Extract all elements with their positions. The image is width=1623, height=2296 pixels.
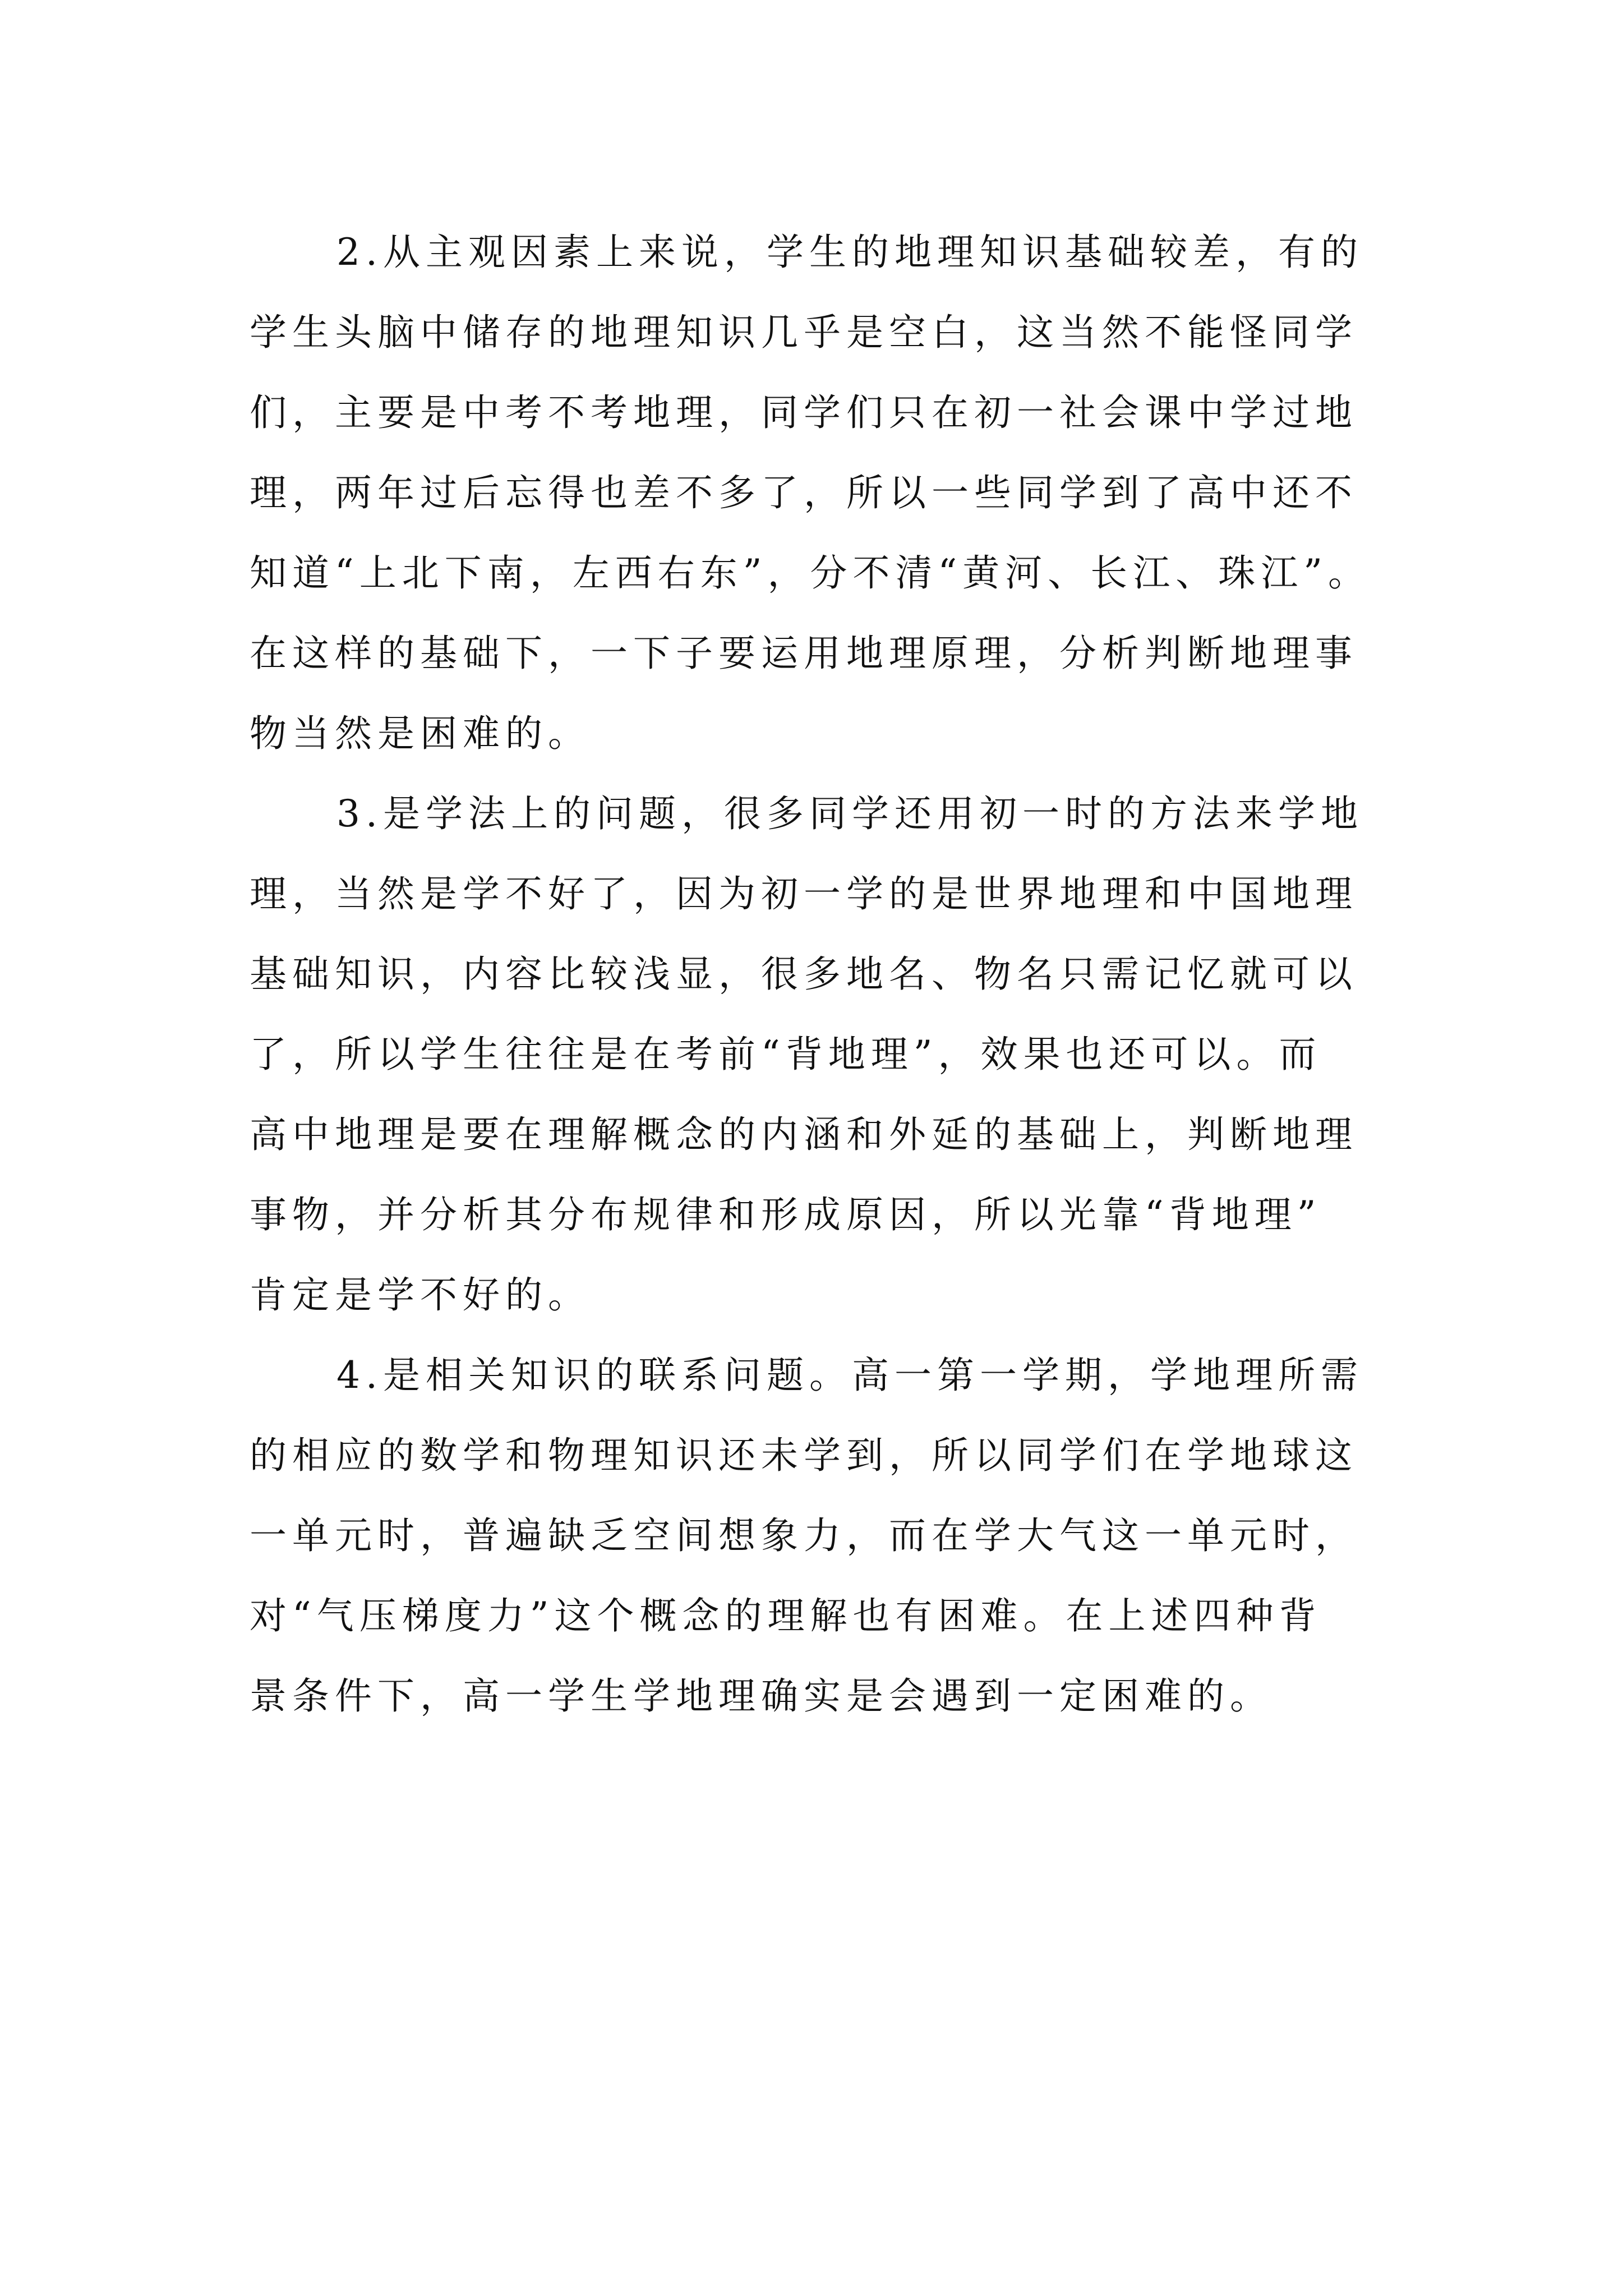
text-line: 在这样的基础下，一下子要运用地理原理，分析判断地理事 xyxy=(250,632,1358,675)
paragraph-4 xyxy=(250,1335,1394,1736)
text-line: 景条件下，高一学生学地理确实是会遇到一定困难的。 xyxy=(250,1674,1272,1718)
text-line: 对“气压梯度力”这个概念的理解也有困难。在上述四种背 xyxy=(250,1594,1322,1637)
text-line: 的相应的数学和物理知识还未学到，所以同学们在学地球这 xyxy=(250,1434,1358,1477)
text-line: 4.是相关知识的联系问题。高一第一学期，学地理所需 xyxy=(336,1354,1363,1397)
paragraph-2 xyxy=(250,212,1394,774)
text-line: 理，两年过后忘得也差不多了，所以一些同学到了高中还不 xyxy=(250,471,1358,514)
text-line: 肯定是学不好的。 xyxy=(250,1273,591,1317)
text-line: 高中地理是要在理解概念的内涵和外延的基础上，判断地理 xyxy=(250,1113,1358,1156)
text-line: 知道“上北下南，左西右东”，分不清“黄河、长江、珠江”。 xyxy=(250,551,1371,595)
text-line: 理，当然是学不好了，因为初一学的是世界地理和中国地理 xyxy=(250,872,1358,915)
document-body xyxy=(250,212,1394,1736)
text-line: 3.是学法上的问题，很多同学还用初一时的方法来学地 xyxy=(336,792,1363,835)
text-line: 2.从主观因素上来说，学生的地理知识基础较差，有的 xyxy=(336,231,1363,274)
text-line: 基础知识，内容比较浅显，很多地名、物名只需记忆就可以 xyxy=(250,953,1358,996)
text-line: 学生头脑中储存的地理知识几乎是空白，这当然不能怪同学 xyxy=(250,311,1358,354)
text-line: 物当然是困难的。 xyxy=(250,712,591,755)
text-line: 一单元时，普遍缺乏空间想象力，而在学大气这一单元时， xyxy=(250,1514,1358,1557)
text-line: 了，所以学生往往是在考前“背地理”，效果也还可以。而 xyxy=(250,1033,1322,1076)
paragraph-3 xyxy=(250,774,1394,1335)
text-line: 们，主要是中考不考地理，同学们只在初一社会课中学过地 xyxy=(250,391,1358,434)
text-line: 事物，并分析其分布规律和形成原因，所以光靠“背地理” xyxy=(250,1193,1322,1236)
